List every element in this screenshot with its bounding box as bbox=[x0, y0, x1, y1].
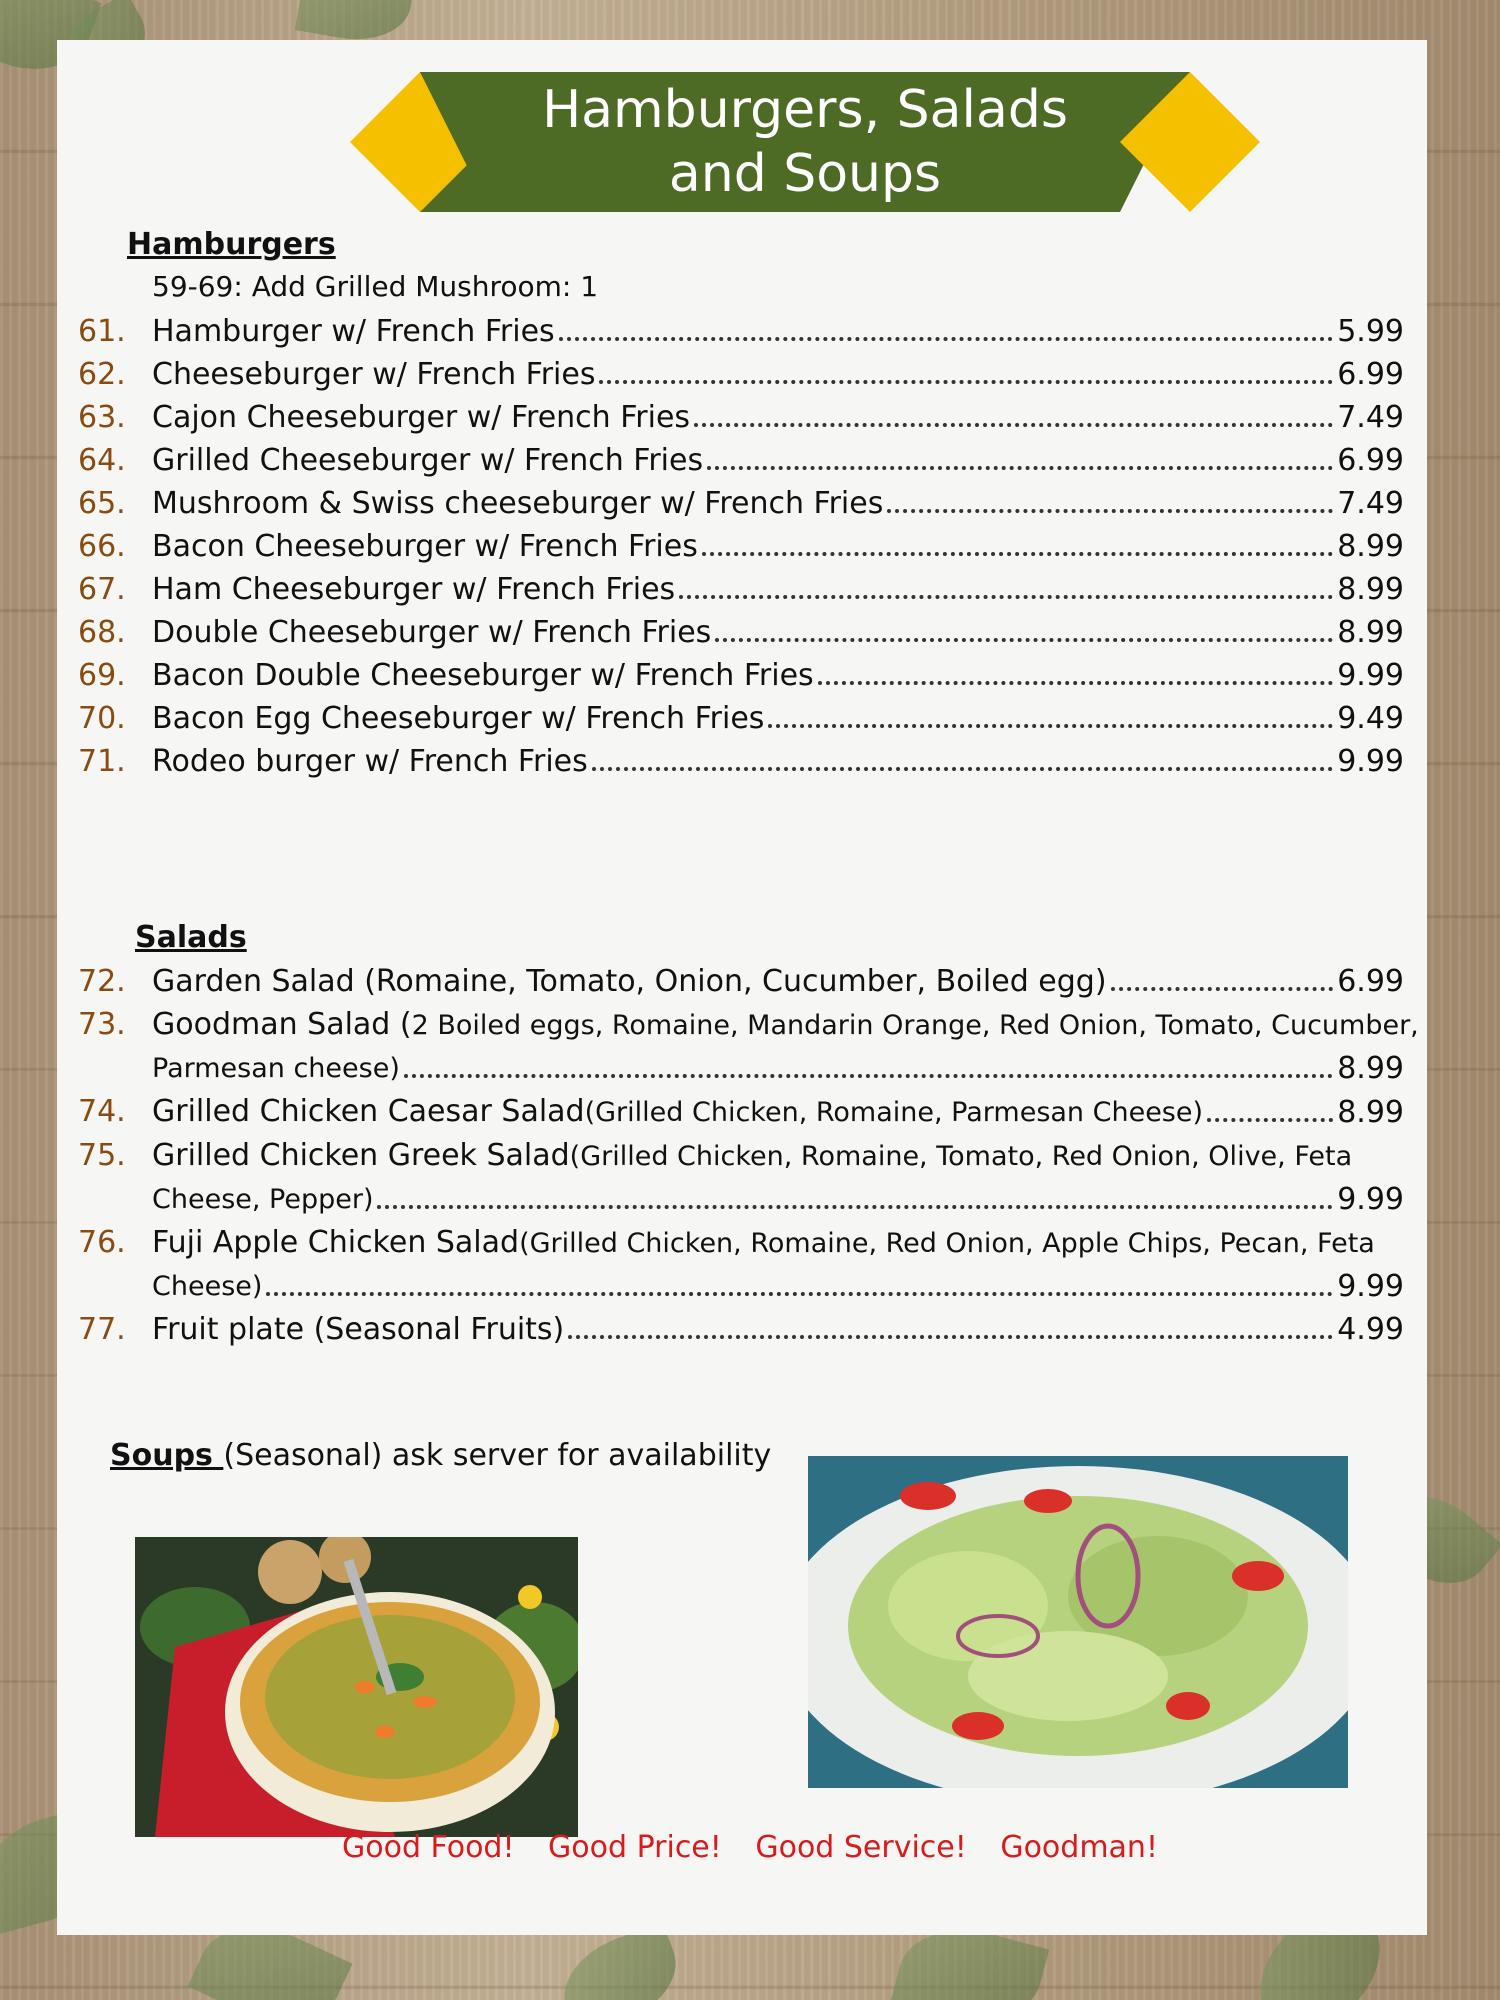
soup-illustration bbox=[135, 1537, 578, 1837]
item-price: 8.99 bbox=[1337, 1095, 1404, 1130]
salads-heading: Salads bbox=[135, 920, 247, 955]
item-number: 75. bbox=[78, 1138, 126, 1173]
item-text bbox=[152, 1221, 1375, 1265]
soup-photo bbox=[135, 1537, 578, 1837]
dot-leader bbox=[1111, 987, 1334, 991]
item-line-continued bbox=[78, 1047, 1404, 1090]
item-name: Garden Salad (Romaine, Tomato, Onion, Cucumber, Boiled egg) bbox=[152, 964, 1107, 999]
item-text bbox=[152, 1134, 1352, 1178]
tagline-good-service: Good Service! bbox=[755, 1830, 967, 1865]
page-title: Hamburgers, Salads and Soups bbox=[542, 80, 1068, 204]
item-name: Ham Cheeseburger w/ French Fries bbox=[152, 572, 676, 607]
mushroom-addon-note: 59-69: Add Grilled Mushroom: 1 bbox=[152, 270, 599, 303]
item-line bbox=[78, 1003, 1419, 1047]
item-line bbox=[78, 1134, 1404, 1178]
menu-item bbox=[78, 482, 1404, 525]
menu-item bbox=[78, 1003, 1419, 1090]
item-line bbox=[78, 960, 1404, 1003]
menu-item bbox=[78, 740, 1404, 783]
item-text bbox=[152, 568, 675, 611]
item-price: 9.99 bbox=[1337, 1182, 1404, 1217]
item-number: 68. bbox=[78, 615, 126, 650]
item-number: 64. bbox=[78, 443, 126, 478]
item-line bbox=[78, 525, 1404, 568]
item-number: 67. bbox=[78, 572, 126, 607]
dot-leader bbox=[559, 337, 1334, 341]
item-price: 8.99 bbox=[1337, 572, 1404, 607]
item-line bbox=[78, 740, 1404, 783]
menu-item bbox=[78, 568, 1404, 611]
soups-note: (Seasonal) ask server for availability bbox=[223, 1438, 772, 1473]
item-line bbox=[78, 568, 1404, 611]
item-price: 9.99 bbox=[1337, 658, 1404, 693]
dot-leader bbox=[679, 595, 1333, 599]
dot-leader bbox=[715, 638, 1333, 642]
dot-leader bbox=[599, 380, 1333, 384]
item-text bbox=[152, 1003, 1419, 1047]
item-text bbox=[152, 960, 1107, 1003]
soups-line bbox=[110, 1438, 771, 1473]
dot-leader bbox=[694, 423, 1333, 427]
menu-item bbox=[78, 396, 1404, 439]
item-name: Bacon Egg Cheeseburger w/ French Fries bbox=[152, 701, 765, 736]
item-line-continued bbox=[78, 1265, 1404, 1308]
item-text bbox=[152, 525, 698, 568]
item-description: 2 Boiled eggs, Romaine, Mandarin Orange, Red Onion, Tomato, Cucumber, bbox=[411, 1010, 1419, 1041]
item-line bbox=[78, 439, 1404, 482]
item-text bbox=[152, 611, 711, 654]
item-price: 9.99 bbox=[1337, 744, 1404, 779]
tagline-goodman: Goodman! bbox=[1000, 1830, 1158, 1865]
dot-leader bbox=[377, 1205, 1333, 1209]
item-price: 7.49 bbox=[1337, 400, 1404, 435]
item-text bbox=[152, 310, 555, 353]
item-text bbox=[152, 1090, 1203, 1134]
item-price: 9.49 bbox=[1337, 701, 1404, 736]
item-number: 72. bbox=[78, 964, 126, 999]
menu-item bbox=[78, 310, 1404, 353]
tagline bbox=[0, 1830, 1500, 1865]
item-line bbox=[78, 482, 1404, 525]
item-name: Double Cheeseburger w/ French Fries bbox=[152, 615, 712, 650]
item-price: 8.99 bbox=[1337, 529, 1404, 564]
menu-item bbox=[78, 654, 1404, 697]
item-name: Grilled Chicken Caesar Salad bbox=[152, 1094, 585, 1129]
item-name: Grilled Cheeseburger w/ French Fries bbox=[152, 443, 704, 478]
item-number: 61. bbox=[78, 314, 126, 349]
item-number: 69. bbox=[78, 658, 126, 693]
item-name: Bacon Cheeseburger w/ French Fries bbox=[152, 529, 698, 564]
item-name: Rodeo burger w/ French Fries bbox=[152, 744, 588, 779]
item-price: 6.99 bbox=[1337, 443, 1404, 478]
item-description-continued: Cheese) bbox=[152, 1271, 263, 1302]
tagline-good-price: Good Price! bbox=[548, 1830, 722, 1865]
item-name: Mushroom & Swiss cheeseburger w/ French Fries bbox=[152, 486, 884, 521]
dot-leader bbox=[887, 509, 1333, 513]
item-line bbox=[78, 353, 1404, 396]
item-price: 6.99 bbox=[1337, 964, 1404, 999]
item-price: 8.99 bbox=[1337, 615, 1404, 650]
dot-leader bbox=[568, 1335, 1333, 1339]
item-number: 70. bbox=[78, 701, 126, 736]
item-name: Cajon Cheeseburger w/ French Fries bbox=[152, 400, 691, 435]
menu-item bbox=[78, 353, 1404, 396]
menu-item bbox=[78, 611, 1404, 654]
menu-item bbox=[78, 960, 1404, 1003]
item-number: 65. bbox=[78, 486, 126, 521]
item-price: 6.99 bbox=[1337, 357, 1404, 392]
item-text bbox=[152, 1308, 564, 1351]
item-name: Bacon Double Cheeseburger w/ French Fries bbox=[152, 658, 814, 693]
item-line bbox=[78, 1221, 1404, 1265]
tagline-good-food: Good Food! bbox=[342, 1830, 515, 1865]
item-name: Fuji Apple Chicken Salad bbox=[152, 1225, 520, 1260]
item-line bbox=[78, 697, 1404, 740]
item-line bbox=[78, 396, 1404, 439]
soups-heading: Soups bbox=[110, 1438, 224, 1473]
item-line bbox=[78, 654, 1404, 697]
item-line-continued bbox=[78, 1178, 1404, 1221]
item-text bbox=[152, 740, 588, 783]
item-price: 9.99 bbox=[1337, 1269, 1404, 1304]
item-line bbox=[78, 1308, 1404, 1351]
menu-item bbox=[78, 1221, 1404, 1308]
item-number: 74. bbox=[78, 1094, 126, 1129]
item-description-continued: Parmesan cheese) bbox=[152, 1053, 400, 1084]
item-line bbox=[78, 1090, 1404, 1134]
item-description-continued: Cheese, Pepper) bbox=[152, 1184, 374, 1215]
item-number: 66. bbox=[78, 529, 126, 564]
salad-photo bbox=[808, 1456, 1348, 1788]
item-text bbox=[152, 482, 883, 525]
item-text bbox=[152, 439, 703, 482]
salad-illustration bbox=[808, 1456, 1348, 1788]
dot-leader bbox=[1207, 1118, 1333, 1122]
dot-leader bbox=[768, 724, 1333, 728]
salad-list bbox=[78, 960, 1419, 1351]
item-number: 77. bbox=[78, 1312, 126, 1347]
item-name: Hamburger w/ French Fries bbox=[152, 314, 555, 349]
menu-item bbox=[78, 1134, 1404, 1221]
item-number: 63. bbox=[78, 400, 126, 435]
item-price: 5.99 bbox=[1337, 314, 1404, 349]
item-text bbox=[152, 654, 814, 697]
item-number: 62. bbox=[78, 357, 126, 392]
item-line bbox=[78, 310, 1404, 353]
item-name: Cheeseburger w/ French Fries bbox=[152, 357, 596, 392]
dot-leader bbox=[707, 466, 1333, 470]
dot-leader bbox=[702, 552, 1333, 556]
menu-item bbox=[78, 697, 1404, 740]
item-name: Grilled Chicken Greek Salad bbox=[152, 1138, 570, 1173]
item-line bbox=[78, 611, 1404, 654]
item-name: Goodman Salad ( bbox=[152, 1007, 412, 1042]
item-text bbox=[152, 697, 764, 740]
dot-leader bbox=[404, 1074, 1333, 1078]
item-number: 73. bbox=[78, 1007, 126, 1042]
item-price: 4.99 bbox=[1337, 1312, 1404, 1347]
menu-item bbox=[78, 1090, 1404, 1134]
hamburger-list bbox=[78, 310, 1404, 783]
item-text bbox=[152, 353, 595, 396]
item-name: Fruit plate (Seasonal Fruits) bbox=[152, 1312, 565, 1347]
menu-item bbox=[78, 439, 1404, 482]
menu-item bbox=[78, 525, 1404, 568]
dot-leader bbox=[592, 767, 1333, 771]
item-description: (Grilled Chicken, Romaine, Red Onion, Apple Chips, Pecan, Feta bbox=[519, 1228, 1375, 1259]
item-number: 76. bbox=[78, 1225, 126, 1260]
hamburgers-heading: Hamburgers bbox=[127, 227, 336, 262]
item-price: 7.49 bbox=[1337, 486, 1404, 521]
item-text bbox=[152, 396, 690, 439]
title-banner bbox=[350, 72, 1260, 212]
dot-leader bbox=[266, 1292, 1333, 1296]
item-description: (Grilled Chicken, Romaine, Parmesan Cheese) bbox=[584, 1097, 1204, 1128]
menu-item bbox=[78, 1308, 1404, 1351]
item-price: 8.99 bbox=[1337, 1051, 1404, 1086]
dot-leader bbox=[818, 681, 1334, 685]
item-description: (Grilled Chicken, Romaine, Tomato, Red Onion, Olive, Feta bbox=[569, 1141, 1353, 1172]
item-number: 71. bbox=[78, 744, 126, 779]
